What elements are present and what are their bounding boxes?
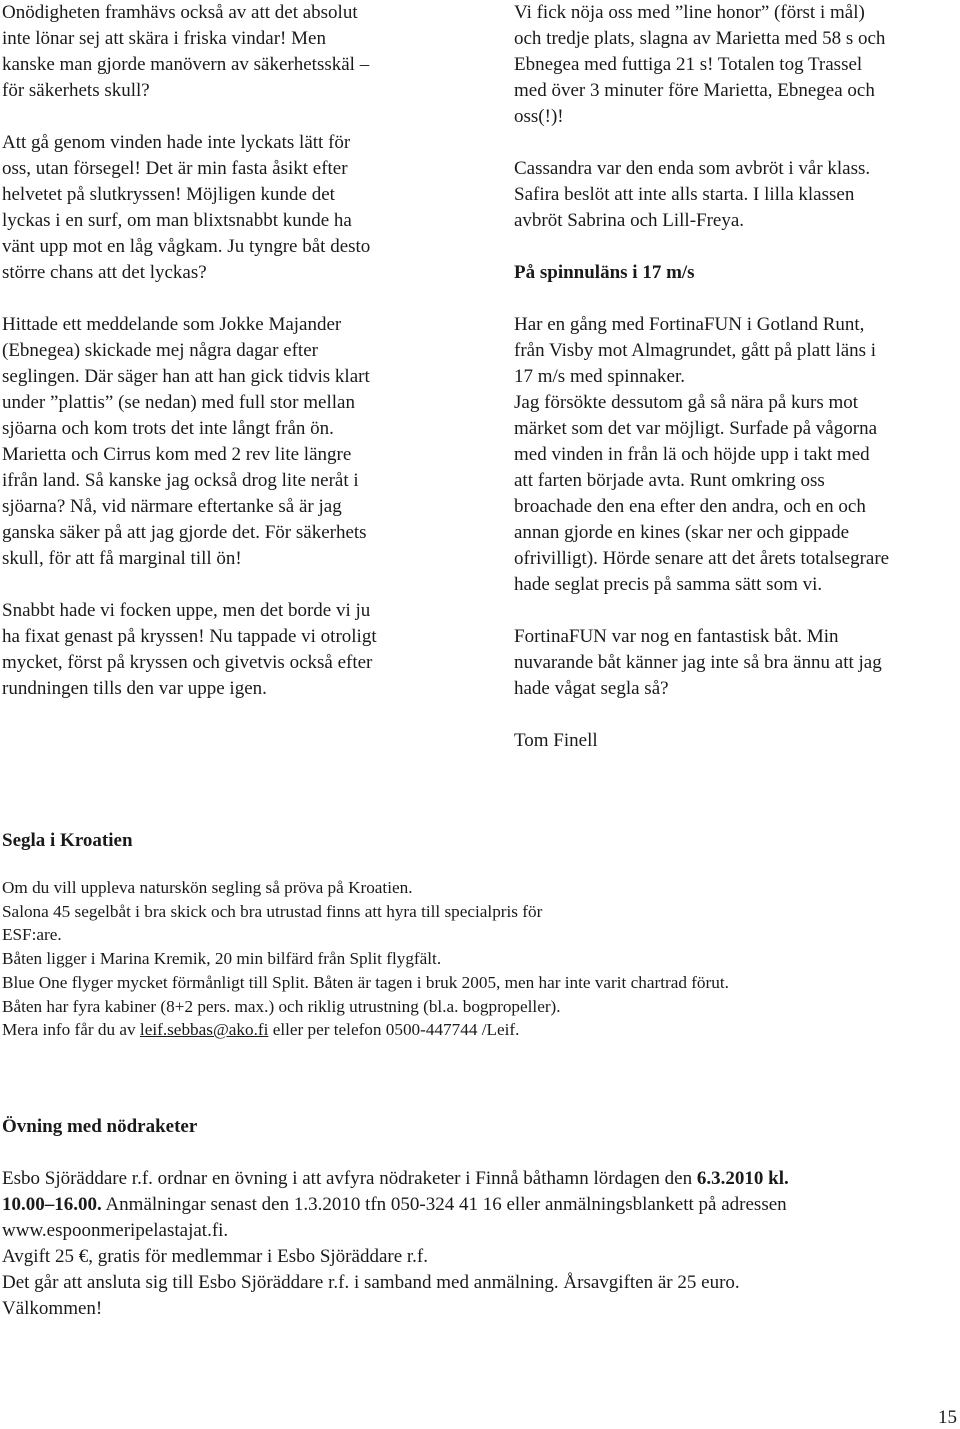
left-column bbox=[2, 0, 480, 702]
section-title-kroatien: Segla i Kroatien bbox=[2, 830, 133, 851]
contact-line bbox=[2, 1018, 952, 1042]
text-line: ofrivilligt). Hörde senare att det årets totalsegrare bbox=[514, 548, 890, 569]
text-line: nuvarande båt känner jag inte så bra ännu att jag bbox=[514, 652, 882, 673]
paragraph-gap bbox=[2, 286, 480, 312]
text-line: att farten började avta. Runt omkring oss bbox=[514, 470, 825, 491]
paragraph-gap bbox=[514, 702, 960, 728]
text-line: 17 m/s med spinnaker. bbox=[514, 366, 685, 387]
text-line: större chans att det lyckas? bbox=[2, 262, 207, 283]
author-signature: Tom Finell bbox=[514, 730, 598, 751]
registration-text: Anmälningar senast den 1.3.2010 tfn 050-324 41 16 eller anmälningsblankett på adressen bbox=[101, 1194, 787, 1215]
website-line: www.espoonmeripelastajat.fi. bbox=[2, 1220, 229, 1241]
event-time: 10.00–16.00. bbox=[2, 1194, 102, 1215]
text-line: märket som det var möjligt. Surfade på vågorna bbox=[514, 418, 878, 439]
text-line: Snabbt hade vi focken uppe, men det borde vi ju bbox=[2, 600, 371, 621]
text-line: helvetet på slutkryssen! Möjligen kunde det bbox=[2, 184, 335, 205]
paragraph-gap bbox=[514, 286, 960, 312]
text-line: sjöarna och kom trots det inte långt från ön. bbox=[2, 418, 334, 439]
email-link[interactable]: leif.sebbas@ako.fi bbox=[139, 1020, 269, 1040]
text-line: rundningen tills den var uppe igen. bbox=[2, 678, 267, 699]
text-line: avbröt Sabrina och Lill-Freya. bbox=[514, 210, 745, 231]
text-line: vänt upp mot en låg vågkam. Ju tyngre båt desto bbox=[2, 236, 371, 257]
text-line: mycket, först på kryssen och givetvis också efter bbox=[2, 652, 373, 673]
text-line: broachade den ena efter den andra, och en och bbox=[514, 496, 866, 517]
text-line bbox=[2, 1166, 952, 1192]
text-line: ifrån land. Så kanske jag också drog lite neråt i bbox=[2, 470, 359, 491]
text-line: ganska säker på att jag gjorde det. För säkerhets bbox=[2, 522, 367, 543]
text-line: Båten har fyra kabiner (8+2 pers. max.) och riklig utrustning (bl.a. bogpropeller). bbox=[2, 996, 561, 1016]
text-line: Onödigheten framhävs också av att det absolut bbox=[2, 2, 358, 23]
page-number: 15 bbox=[938, 1407, 957, 1428]
text-line: under ”plattis” (se nedan) med full stor mellan bbox=[2, 392, 355, 413]
text-line bbox=[2, 1192, 952, 1218]
text-line: Marietta och Cirrus kom med 2 rev lite längre bbox=[2, 444, 352, 465]
text-line: Välkommen! bbox=[2, 1298, 103, 1319]
text-line: Båten ligger i Marina Kremik, 20 min bilfärd från Split flygfält. bbox=[2, 949, 442, 969]
text-line: Hittade ett meddelande som Jokke Majander bbox=[2, 314, 342, 335]
paragraph-gap bbox=[514, 598, 960, 624]
text-line: Jag försökte dessutom gå så nära på kurs mot bbox=[514, 392, 859, 413]
event-text: Esbo Sjöräddare r.f. ordnar en övning i att avfyra nödraketer i Finnå båthamn lördagen den bbox=[2, 1168, 697, 1189]
text-line: Blue One flyger mycket förmånligt till Split. Båten är tagen i bruk 2005, men har inte varit chartrad förut. bbox=[2, 972, 729, 992]
text-line: inte lönar sej att skära i friska vindar! Men bbox=[2, 28, 326, 49]
text-line: Cassandra var den enda som avbröt i vår klass. bbox=[514, 158, 871, 179]
text-line: Har en gång med FortinaFUN i Gotland Runt, bbox=[514, 314, 865, 335]
event-date: 6.3.2010 kl. bbox=[696, 1168, 789, 1189]
text-line: ESF:are. bbox=[2, 925, 62, 945]
text-line: och tredje plats, slagna av Marietta med 58 s och bbox=[514, 28, 886, 49]
text-line: oss(!)! bbox=[514, 106, 564, 127]
text-line: hade seglat precis på samma sätt som vi. bbox=[514, 574, 823, 595]
text-line: seglingen. Där säger han att han gick tidvis klart bbox=[2, 366, 370, 387]
text-line: (Ebnegea) skickade mej några dagar efter bbox=[2, 340, 318, 361]
right-column bbox=[514, 0, 960, 754]
section-body-kroatien bbox=[2, 876, 952, 1042]
text-line: hade vågat segla så? bbox=[514, 678, 669, 699]
paragraph-gap bbox=[2, 572, 480, 598]
subheading: På spinnuläns i 17 m/s bbox=[514, 262, 695, 283]
text-line: Ebnegea med futtiga 21 s! Totalen tog Trassel bbox=[514, 54, 863, 75]
text-line: skull, för att få marginal till ön! bbox=[2, 548, 242, 569]
section-title-nodraketer: Övning med nödraketer bbox=[2, 1116, 198, 1137]
text-line: Om du vill uppleva naturskön segling så pröva på Kroatien. bbox=[2, 878, 413, 897]
section-body-nodraketer bbox=[2, 1166, 952, 1322]
text-line: oss, utan försegel! Det är min fasta åsikt efter bbox=[2, 158, 348, 179]
text-line: annan gjorde en kines (skar ner och gippade bbox=[514, 522, 850, 543]
text-line: Avgift 25 €, gratis för medlemmar i Esbo Sjöräddare r.f. bbox=[2, 1246, 428, 1267]
text-line: lyckas i en surf, om man blixtsnabbt kunde ha bbox=[2, 210, 352, 231]
paragraph-gap bbox=[2, 104, 480, 130]
text-line: med över 3 minuter före Marietta, Ebnegea och bbox=[514, 80, 875, 101]
text-line: ha fixat genast på kryssen! Nu tappade vi otroligt bbox=[2, 626, 377, 647]
paragraph-gap bbox=[514, 234, 960, 260]
paragraph-gap bbox=[514, 130, 960, 156]
contact-suffix: eller per telefon 0500-447744 /Leif. bbox=[268, 1020, 520, 1040]
text-line: Salona 45 segelbåt i bra skick och bra utrustad finns att hyra till specialpris för bbox=[2, 901, 543, 921]
contact-prefix: Mera info får du av bbox=[2, 1020, 140, 1040]
text-line: Det går att ansluta sig till Esbo Sjöräddare r.f. i samband med anmälning. Årsavgiften är 25 euro. bbox=[2, 1272, 740, 1293]
text-line: från Visby mot Almagrundet, gått på platt läns i bbox=[514, 340, 877, 361]
text-line: Vi fick nöja oss med ”line honor” (först i mål) bbox=[514, 2, 865, 23]
text-line: Safira beslöt att inte alls starta. I lilla klassen bbox=[514, 184, 855, 205]
text-line: sjöarna? Nå, vid närmare eftertanke så är jag bbox=[2, 496, 342, 517]
text-line: Att gå genom vinden hade inte lyckats lätt för bbox=[2, 132, 351, 153]
text-line: med vinden in från lä och höjde upp i takt med bbox=[514, 444, 870, 465]
text-line: för säkerhets skull? bbox=[2, 80, 150, 101]
text-line: FortinaFUN var nog en fantastisk båt. Min bbox=[514, 626, 839, 647]
text-line: kanske man gjorde manövern av säkerhetsskäl – bbox=[2, 54, 370, 75]
